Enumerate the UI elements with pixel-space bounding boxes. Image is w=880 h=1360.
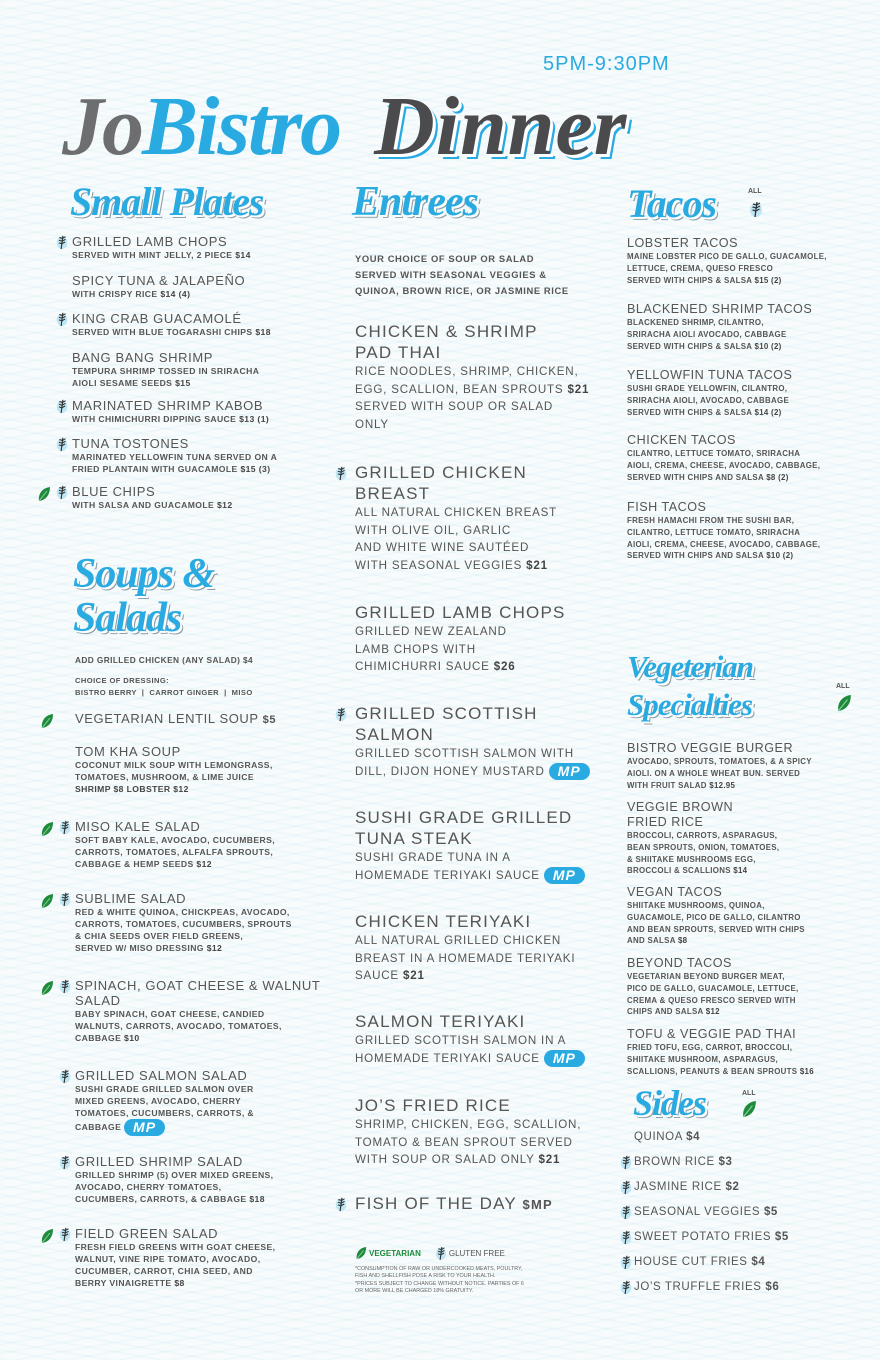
item-price: $12	[196, 859, 212, 869]
menu-item	[75, 891, 347, 954]
item-price: $6	[765, 1281, 780, 1293]
item-name-line	[627, 956, 877, 971]
item-name: MARINATED SHRIMP KABOB	[72, 398, 264, 413]
menu-item	[355, 807, 619, 884]
gluten-free-icon	[58, 978, 72, 994]
health-notice: *CONSUMPTION OF RAW OR UNDERCOOKED MEATS, POULTRY, FISH AND SHELLFISH POSE A RISK TO YOUR HEALTH.	[355, 1266, 523, 1279]
gluten-free-icon	[58, 1154, 72, 1170]
item-price: $16	[799, 1066, 814, 1076]
item-name: FISH TACOS	[627, 500, 707, 514]
item-description	[627, 515, 877, 562]
item-description-text: SERVED WITH MINT JELLY, 2 PIECE	[72, 250, 233, 260]
item-name: MISO KALE SALAD	[75, 819, 201, 834]
menu-item	[355, 1095, 619, 1169]
item-name: QUINOA	[634, 1131, 683, 1143]
item-description-text: SERVED WITH BLUE TOGARASHI CHIPS	[72, 327, 253, 337]
section-title-entrees: Entrees	[352, 179, 479, 225]
menu-item	[627, 236, 877, 286]
item-description-text: ALL NATURAL CHICKEN BREAST WITH OLIVE OIL, GARLIC AND WHITE WINE SAUTÉED WITH SEASONAL VEGGIES	[355, 506, 558, 573]
menu-item	[72, 350, 347, 389]
vegetarian-leaf-icon	[40, 980, 54, 996]
item-description-text: SUSHI GRADE TUNA IN A HOMEMADE TERIYAKI SAUCE	[355, 851, 540, 882]
item-name: CHICKEN TACOS	[627, 433, 736, 447]
item-name: JASMINE RICE	[634, 1181, 722, 1193]
item-description	[355, 623, 619, 676]
item-price: $13 (1)	[239, 414, 270, 424]
item-name-line	[634, 1280, 864, 1294]
item-name: CHICKEN TERIYAKI	[355, 912, 532, 931]
item-name: GRILLED SCOTTISH SALMON	[355, 704, 538, 744]
item-description	[627, 971, 877, 1018]
item-name-line	[355, 602, 619, 623]
item-description	[75, 1083, 347, 1136]
item-name-line	[75, 744, 347, 759]
item-name: SPINACH, GOAT CHEESE & WALNUT SALAD	[75, 978, 321, 1008]
item-description-text: GRILLED SCOTTISH SALMON WITH DILL, DIJON HONEY MUSTARD	[355, 747, 574, 778]
gluten-free-icon	[619, 1229, 633, 1245]
item-price: $12	[705, 1007, 720, 1017]
item-description-text: BABY SPINACH, GOAT CHEESE, CANDIED WALNUTS, CARROTS, AVOCADO, TOMATOES, CABBAGE	[75, 1009, 282, 1043]
logo-bistro: Bistro	[142, 80, 341, 173]
item-price: $10	[124, 1033, 140, 1043]
item-name-line	[634, 1255, 864, 1269]
item-name: LOBSTER TACOS	[627, 236, 739, 250]
gluten-free-icon	[334, 465, 348, 481]
item-name-line	[627, 368, 877, 383]
item-price: $21	[402, 969, 425, 983]
item-name-line	[72, 436, 347, 451]
item-description	[72, 249, 347, 261]
item-price: $14 (4)	[160, 289, 191, 299]
item-name: YELLOWFIN TUNA TACOS	[627, 368, 793, 382]
item-name-line	[75, 891, 347, 906]
pricing-notice: *PRICES SUBJECT TO CHANGE WITHOUT NOTICE. PARTIES OF 6 OR MORE WILL BE CHARGED 18% GRATUITY.	[355, 1281, 524, 1294]
item-description-text: WITH CRISPY RICE	[72, 289, 158, 299]
item-description-text: BROCCOLI, CARROTS, ASPARAGUS, BEAN SPROUTS, ONION, TOMATOES, & SHIITAKE MUSHROOMS EGG, BROCCOLI & SCALLIONS	[627, 831, 780, 876]
item-description-note: SERVED WITH SOUP OR SALAD ONLY	[355, 400, 554, 432]
item-description	[72, 288, 347, 300]
vegetarian-leaf-icon	[355, 1246, 367, 1260]
item-name: TUNA TOSTONES	[72, 436, 189, 451]
item-description-text: SOFT BABY KALE, AVOCADO, CUCUMBERS, CARROTS, TOMATOES, ALFALFA SPROUTS, CABBAGE & HEMP SEEDS	[75, 835, 276, 869]
item-description	[355, 745, 619, 780]
dressing-label: CHOICE OF DRESSING:	[75, 676, 170, 685]
item-name-line	[634, 1205, 864, 1219]
item-name-line	[634, 1230, 864, 1244]
sides-all-badge: ALL	[742, 1090, 756, 1097]
item-description	[72, 365, 347, 389]
item-description-text: GRILLED NEW ZEALAND LAMB CHOPS WITH CHIMICHURRI SAUCE	[355, 625, 507, 674]
item-name-line	[627, 741, 877, 756]
item-name-line	[72, 273, 347, 288]
item-description-text: MAINE LOBSTER PICO DE GALLO, GUACAMOLE, LETTUCE, CREMA, QUESO FRESCO SERVED WITH CHIPS & SALSA	[627, 252, 827, 285]
item-description-text: WITH SALSA AND GUACAMOLE	[72, 500, 215, 510]
menu-item	[627, 885, 877, 947]
hours-text: 5PM-9:30PM	[543, 53, 670, 75]
item-description	[627, 383, 877, 418]
menu-item	[75, 1068, 347, 1136]
menu-item	[72, 436, 347, 475]
section-title-vegetarian-specialties: Vegeterian Specialties	[627, 649, 754, 722]
item-price: $MP	[522, 1197, 553, 1212]
item-name: JO’S TRUFFLE FRIES	[634, 1281, 762, 1293]
menu-item	[634, 1280, 864, 1294]
gluten-free-icon	[334, 706, 348, 722]
item-name-line	[627, 236, 877, 251]
item-description	[627, 448, 877, 483]
item-price: $2	[725, 1181, 740, 1193]
item-name-line	[75, 819, 347, 834]
gluten-free-icon	[58, 1226, 72, 1242]
item-name: BISTRO VEGGIE BURGER	[627, 741, 794, 755]
item-name: GRILLED SHRIMP SALAD	[75, 1154, 243, 1169]
gluten-free-icon	[58, 1068, 72, 1084]
market-price-badge: MP	[544, 867, 585, 884]
item-price: $5	[262, 714, 277, 726]
vegetarian-leaf-icon	[37, 486, 51, 502]
item-price: $8 (2)	[766, 472, 789, 482]
item-price: $21	[526, 559, 548, 573]
item-name: VEGETARIAN LENTIL SOUP	[75, 711, 259, 726]
item-price: $14	[235, 250, 251, 260]
logo-jo: Jo	[62, 80, 142, 173]
item-name: TOFU & VEGGIE PAD THAI	[627, 1027, 797, 1041]
gluten-free-icon	[619, 1279, 633, 1295]
item-price: $5	[763, 1206, 778, 1218]
menu-item	[75, 1154, 347, 1205]
item-name: GRILLED CHICKEN BREAST	[355, 463, 527, 503]
item-price: $12	[206, 943, 223, 953]
item-name-line	[75, 1226, 347, 1241]
item-description-text: FRESH HAMACHI FROM THE SUSHI BAR, CILANTRO, LETTUCE TOMATO, SRIRACHA AIOLI, CREMA, CHEESE, AVOCADO, CABBAGE, SERVED WITH CHIPS AND SALSA	[627, 516, 821, 561]
item-name-line	[355, 462, 619, 504]
legend-gluten-free	[435, 1245, 505, 1261]
item-name-line	[355, 1193, 619, 1215]
item-name-line	[627, 1027, 877, 1042]
section-title-small-plates: Small Plates	[70, 179, 264, 224]
menu-item	[627, 368, 877, 418]
menu-item	[627, 302, 877, 352]
item-description-text: TEMPURA SHRIMP TOSSED IN SRIRACHA AIOLI SESAME SEEDS	[72, 366, 260, 388]
menu-item	[355, 462, 619, 575]
menu-item	[355, 1011, 619, 1067]
menu-item	[72, 484, 347, 511]
entrees-intro: YOUR CHOICE OF SOUP OR SALAD SERVED WITH SEASONAL VEGGIES & QUINOA, BROWN RICE, OR JASMINE RICE	[355, 253, 569, 296]
item-name-line	[72, 234, 347, 249]
item-description	[355, 363, 619, 434]
item-name-line	[355, 911, 619, 932]
item-description-text: GRILLED SCOTTISH SALMON IN A HOMEMADE TERIYAKI SAUCE	[355, 1034, 567, 1065]
item-description	[75, 1169, 347, 1205]
section-title-sides: Sides	[633, 1083, 707, 1123]
menu-item	[634, 1180, 864, 1194]
item-price: $8	[677, 936, 688, 946]
item-description-text: FRESH FIELD GREENS WITH GOAT CHEESE, WALNUT, VINE RIPE TOMATO, AVOCADO, CUCUMBER, CARROT, CHIA SEED, AND BERRY VINAIGRETTE	[75, 1242, 276, 1288]
item-description	[627, 756, 877, 791]
item-description	[355, 1032, 619, 1067]
item-description	[72, 326, 347, 338]
item-price: $15 (2)	[754, 275, 782, 285]
item-name-line	[355, 703, 619, 745]
item-description-text: FRIED TOFU, EGG, CARROT, BROCCOLI, SHIITAKE MUSHROOM, ASPARAGUS, SCALLIONS, PEANUTS & BEAN SPROUTS	[627, 1043, 798, 1076]
item-name: SWEET POTATO FRIES	[634, 1231, 772, 1243]
menu-item	[634, 1130, 864, 1144]
item-name: BANG BANG SHRIMP	[72, 350, 214, 365]
item-description-text: MARINATED YELLOWFIN TUNA SERVED ON A FRIED PLANTAIN WITH GUACAMOLE	[72, 452, 278, 474]
item-description	[75, 759, 347, 795]
item-price: $4	[751, 1256, 766, 1268]
legend-vegetarian-label: VEGETARIAN	[369, 1248, 421, 1258]
item-price: $26	[493, 660, 516, 674]
gluten-free-icon	[619, 1154, 633, 1170]
item-name: SALMON TERIYAKI	[355, 1012, 526, 1031]
item-price: $8	[174, 1278, 185, 1288]
item-name: FISH OF THE DAY	[355, 1194, 517, 1213]
vegetarian-leaf-icon	[40, 713, 54, 729]
item-name: BLACKENED SHRIMP TACOS	[627, 302, 813, 316]
item-price: $21	[567, 382, 590, 396]
item-name: JO’S FRIED RICE	[355, 1096, 511, 1115]
menu-item	[634, 1230, 864, 1244]
menu-item	[355, 703, 619, 780]
menu-item	[72, 398, 347, 425]
vegetarian-all-badge: ALL	[836, 683, 850, 690]
menu-item	[627, 741, 877, 791]
item-name-line	[627, 500, 877, 515]
item-name: BROWN RICE	[634, 1156, 715, 1168]
item-name-line	[627, 302, 877, 317]
item-description	[355, 849, 619, 884]
item-description	[75, 834, 347, 870]
item-price: $12	[216, 500, 233, 510]
item-name-line	[75, 978, 347, 1008]
add-chicken-note: ADD GRILLED CHICKEN (ANY SALAD) $4	[75, 655, 254, 665]
item-name-line	[355, 1095, 619, 1116]
item-name: CHICKEN & SHRIMP PAD THAI	[355, 322, 538, 362]
gluten-free-icon	[58, 819, 72, 835]
item-description	[72, 451, 347, 475]
item-description	[72, 413, 347, 425]
item-price: $4	[686, 1131, 701, 1143]
item-description-text: WITH CHIMICHURRI DIPPING SAUCE	[72, 414, 237, 424]
item-name: SPICY TUNA & JALAPEÑO	[72, 273, 246, 288]
menu-item	[355, 602, 619, 676]
menu-item	[75, 711, 347, 728]
item-name-line	[355, 1011, 619, 1032]
section-title-soups-salads: Soups & Salads	[73, 551, 215, 641]
item-name-line	[75, 711, 347, 728]
item-description-text: CILANTRO, LETTUCE TOMATO, SRIRACHA AIOLI, CREMA, CHEESE, AVOCADO, CABBAGE, SERVED WITH CHIPS AND SALSA	[627, 449, 821, 482]
item-description	[627, 900, 877, 947]
item-description	[355, 1116, 619, 1169]
menu-item	[72, 273, 347, 300]
menu-item	[75, 744, 347, 795]
item-name: SUBLIME SALAD	[75, 891, 187, 906]
legend-vegetarian	[355, 1246, 421, 1260]
legend-gluten-free-label: GLUTEN FREE	[448, 1248, 505, 1258]
item-price: $15	[175, 378, 191, 388]
vegetarian-leaf-icon	[40, 893, 54, 909]
item-price: $10 (2)	[754, 341, 782, 351]
item-name-line	[75, 1154, 347, 1169]
menu-item	[627, 500, 877, 562]
gluten-free-icon	[619, 1204, 633, 1220]
item-price: $14 (2)	[754, 407, 782, 417]
item-price: $18	[249, 1194, 265, 1204]
menu-item	[75, 819, 347, 870]
item-name-line	[634, 1155, 864, 1169]
item-name: BEYOND TACOS	[627, 956, 732, 970]
gluten-free-icon	[55, 484, 69, 500]
gluten-free-icon	[55, 234, 69, 250]
menu-item	[72, 234, 347, 261]
menu-item	[627, 1027, 877, 1077]
item-description-text: GRILLED SHRIMP (5) OVER MIXED GREENS, AVOCADO, CHERRY TOMATOES, CUCUMBERS, CARROTS, & CABBAGE	[75, 1170, 274, 1204]
item-description	[72, 499, 347, 511]
item-description-text: ALL NATURAL GRILLED CHICKEN BREAST IN A HOMEMADE TERIYAKI SAUCE	[355, 934, 576, 983]
item-description-text: SHIITAKE MUSHROOMS, QUINOA, GUACAMOLE, PICO DE GALLO, CILANTRO AND BEAN SPROUTS, SERVED WITH CHIPS AND SALSA	[627, 901, 805, 946]
menu-item	[72, 311, 347, 338]
item-price: $21	[538, 1153, 561, 1167]
dressing-options: BISTRO BERRY | CARROT GINGER | MISO	[75, 688, 253, 697]
menu-item	[634, 1155, 864, 1169]
item-price: $12.95	[709, 780, 736, 790]
menu-item	[75, 1226, 347, 1289]
item-name: GRILLED LAMB CHOPS	[355, 603, 566, 622]
item-description-text: RICE NOODLES, SHRIMP, CHICKEN, EGG, SCALLION, BEAN SPROUTS	[355, 365, 579, 396]
gluten-free-icon	[55, 398, 69, 414]
section-title-tacos: Tacos	[627, 181, 717, 226]
item-name: VEGGIE BROWN FRIED RICE	[627, 800, 734, 829]
item-description	[75, 1008, 347, 1044]
gluten-free-icon	[55, 311, 69, 327]
item-description	[627, 1042, 877, 1077]
item-name-line	[72, 398, 347, 413]
item-name-line	[634, 1130, 864, 1144]
item-description	[355, 504, 619, 575]
item-price: $3	[718, 1156, 733, 1168]
item-name: SUSHI GRADE GRILLED TUNA STEAK	[355, 808, 573, 848]
gluten-free-icon	[619, 1254, 633, 1270]
menu-item	[634, 1255, 864, 1269]
item-description-text: VEGETARIAN BEYOND BURGER MEAT, PICO DE GALLO, GUACAMOLE, LETTUCE, CREMA & QUESO FRESCO SERVED WITH CHIPS AND SALSA	[627, 972, 799, 1017]
page-title-dinner: Dinner	[374, 80, 628, 173]
item-description	[627, 251, 877, 286]
logo	[62, 80, 628, 174]
vegetarian-leaf-icon	[40, 821, 54, 837]
vegetarian-leaf-icon	[741, 1099, 757, 1119]
item-description-text: BLACKENED SHRIMP, CILANTRO, SRIRACHA AIOLI AVOCADO, CABBAGE SERVED WITH CHIPS & SALSA	[627, 318, 787, 351]
item-name-line	[72, 484, 347, 499]
item-name-line	[355, 807, 619, 849]
legend	[355, 1245, 505, 1261]
menu-item	[355, 1193, 619, 1215]
item-price: SHRIMP $8 LOBSTER $12	[75, 784, 189, 794]
item-price: $18	[255, 327, 271, 337]
menu-item	[627, 800, 877, 877]
item-description-text: AVOCADO, SPROUTS, TOMATOES, & A SPICY AIOLI. ON A WHOLE WHEAT BUN. SERVED WITH FRUIT SALAD	[627, 757, 812, 790]
item-name: SEASONAL VEGGIES	[634, 1206, 761, 1218]
gluten-free-icon	[619, 1179, 633, 1195]
item-description	[75, 906, 347, 954]
tacos-all-badge: ALL	[748, 188, 762, 195]
item-description	[355, 932, 619, 985]
market-price-badge: MP	[124, 1119, 165, 1136]
item-description-text: SHRIMP, CHICKEN, EGG, SCALLION, TOMATO & BEAN SPROUT SERVED WITH SOUP OR SALAD ONLY	[355, 1118, 582, 1167]
item-price: $14	[733, 866, 748, 876]
item-name-line	[627, 885, 877, 900]
menu-item	[634, 1205, 864, 1219]
item-name-line	[72, 311, 347, 326]
menu-item	[355, 911, 619, 985]
item-price: $15 (3)	[240, 464, 271, 474]
gluten-free-icon	[55, 436, 69, 452]
item-name-line	[627, 800, 877, 830]
item-name-line	[627, 433, 877, 448]
gluten-free-icon	[749, 199, 763, 219]
item-description-text: SUSHI GRADE GRILLED SALMON OVER MIXED GREENS, AVOCADO, CHERRY TOMATOES, CUCUMBERS, CARROTS, & CABBAGE	[75, 1084, 255, 1132]
item-name: HOUSE CUT FRIES	[634, 1256, 748, 1268]
market-price-badge: MP	[549, 763, 590, 780]
item-name-line	[634, 1180, 864, 1194]
item-name: VEGAN TACOS	[627, 885, 723, 899]
item-name: BLUE CHIPS	[72, 484, 156, 499]
item-name-line	[355, 321, 619, 363]
item-description	[75, 1241, 347, 1289]
gluten-free-icon	[58, 891, 72, 907]
item-name: GRILLED SALMON SALAD	[75, 1068, 248, 1083]
item-name: FIELD GREEN SALAD	[75, 1226, 219, 1241]
item-name-line	[75, 1068, 347, 1083]
menu-item	[75, 978, 347, 1044]
item-name: GRILLED LAMB CHOPS	[72, 234, 228, 249]
item-price: $10 (2)	[766, 551, 794, 561]
vegetarian-leaf-icon	[40, 1228, 54, 1244]
vegetarian-leaf-icon	[836, 693, 852, 713]
menu-item	[627, 956, 877, 1018]
gluten-free-icon	[435, 1245, 447, 1261]
item-name: KING CRAB GUACAMOLÉ	[72, 311, 242, 326]
menu-item	[355, 321, 619, 434]
gluten-free-icon	[334, 1196, 348, 1212]
item-price: $5	[774, 1231, 789, 1243]
item-description	[627, 830, 877, 877]
item-description-text: SUSHI GRADE YELLOWFIN, CILANTRO, SRIRACHA AIOLI, AVOCADO, CABBAGE SERVED WITH CHIPS & SALSA	[627, 384, 790, 417]
menu-item	[627, 433, 877, 483]
item-description-text: COCONUT MILK SOUP WITH LEMONGRASS, TOMATOES, MUSHROOM, & LIME JUICE	[75, 760, 273, 782]
item-name: TOM KHA SOUP	[75, 744, 181, 759]
item-description-text: RED & WHITE QUINOA, CHICKPEAS, AVOCADO, CARROTS, TOMATOES, CUCUMBERS, SPROUTS & CHIA SEEDS OVER FIELD GREENS, SERVED W/ MISO DRESSING	[75, 907, 292, 953]
item-name-line	[72, 350, 347, 365]
market-price-badge: MP	[544, 1050, 585, 1067]
item-description	[627, 317, 877, 352]
